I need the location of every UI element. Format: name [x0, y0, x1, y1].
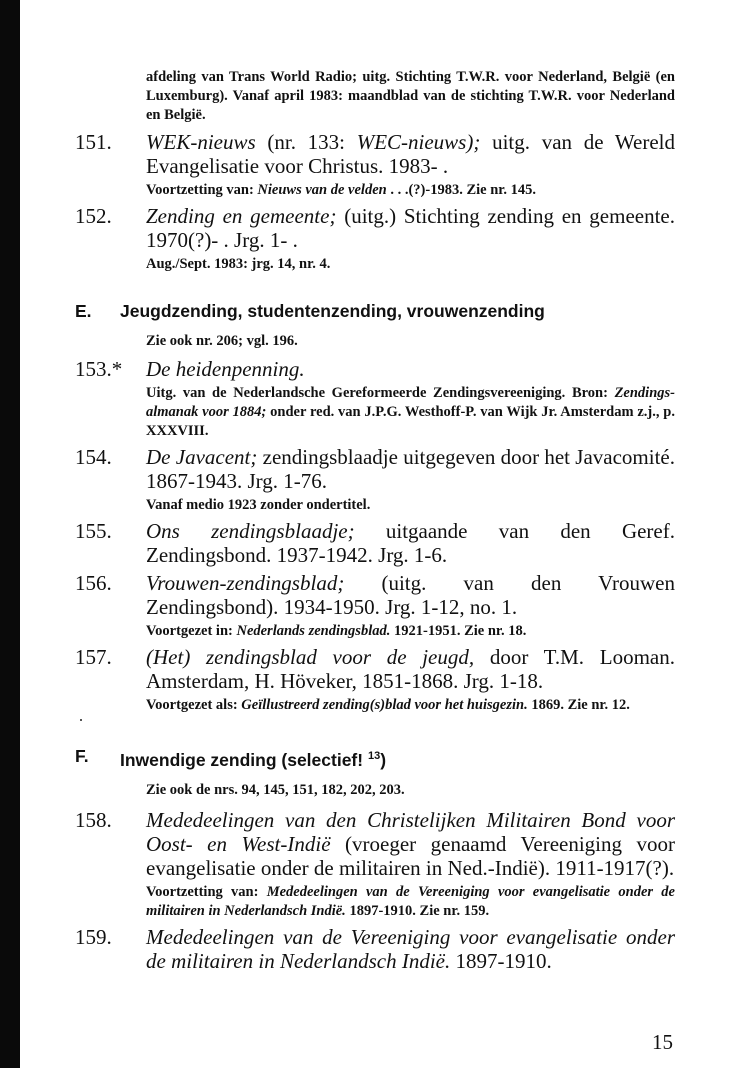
entry-title: Mededeelingen van den Christelijken Militairen Bond voor Oost- en West-Indië [146, 808, 675, 856]
entry-number: 157. [75, 645, 112, 669]
entry-title: Ons zendingsblaadje; [146, 519, 355, 543]
intro-paragraph: afdeling van Trans World Radio; uitg. Stichting T.W.R. voor Nederland, België (en Luxemburg). Vanaf april 1983: maandblad van de stichting T.W.R. voor Nederland en België. [146, 69, 675, 123]
section-title: Inwendige zending (selectief! [120, 750, 368, 770]
entry-title: (Het) zendingsblad voor de jeugd, [146, 645, 475, 669]
entry-note: Voortzetting van: Nieuws van de velden . . .(?)-1983. Zie nr. 145. [146, 182, 536, 198]
entry-text: Zending en gemeente; (uitg.) Stichting zending en gemeente. 1970(?)- . Jrg. 1- . [146, 204, 675, 252]
entry-title: Vrouwen-zendingsblad; [146, 571, 345, 595]
see-also: Zie ook de nrs. 94, 145, 151, 182, 202, 203. [146, 782, 405, 798]
footnote-marker: 13 [367, 750, 381, 762]
entry-note: Voortgezet als: Geïllustreerd zending(s)blad voor het huisgezin. 1869. Zie nr. 12. [146, 697, 630, 713]
entry-number: 153.* [75, 357, 123, 381]
entry-title: Zending en gemeente; [146, 204, 337, 228]
entry-text: Mededeelingen van den Christelijken Militairen Bond voor Oost- en West-Indië (vroeger genaamd Vereeniging voor evangelisatie onder de militairen in Ned.-Indië). 1911-1917(?). [146, 808, 675, 880]
see-also: Zie ook nr. 206; vgl. 196. [146, 333, 298, 349]
entry-number: 159. [75, 925, 112, 949]
entry-159 [75, 925, 675, 973]
entry-title: De Javacent; [146, 445, 258, 469]
entry-number: 156. [75, 571, 112, 595]
entry-number: 158. [75, 808, 112, 832]
scan-speck [80, 719, 82, 721]
entry-155 [75, 519, 675, 567]
section-title: Jeugdzending, studentenzending, vrouwenzending [120, 301, 545, 321]
entry-note: Aug./Sept. 1983: jrg. 14, nr. 4. [146, 256, 331, 272]
section-heading-f: F. Inwendige zending (selectief! $^{13}$) [75, 746, 387, 770]
entry-title: WEK-nieuws [146, 130, 256, 154]
entry-text: De Javacent; zendingsblaadje uitgegeven door het Javacomité. 1867-1943. Jrg. 1-76. [146, 445, 675, 493]
entry-note: Vanaf medio 1923 zonder ondertitel. [146, 497, 371, 513]
entry-number: 155. [75, 519, 112, 543]
entry-text: Vrouwen-zendingsblad; (uitg. van den Vrouwen Zendingsbond). 1934-1950. Jrg. 1-12, no. 1. [146, 571, 675, 619]
entry-title: De heidenpenning. [146, 357, 305, 381]
entry-151 [75, 130, 675, 178]
section-heading-e [75, 300, 675, 322]
entry-157 [75, 645, 675, 693]
entry-153 [75, 357, 675, 381]
section-letter: F. [75, 746, 89, 766]
entry-text [146, 357, 675, 381]
page-content [75, 68, 675, 973]
entry-number: 154. [75, 445, 112, 469]
section-letter: E. [75, 301, 92, 321]
entry-text: (Het) zendingsblad voor de jeugd, door T.M. Looman. Amsterdam, H. Höveker, 1851-1868. Jrg. 1-18. [146, 645, 675, 693]
page-number: 15 [652, 1030, 673, 1054]
entry-text: Mededeelingen van de Vereeniging voor evangelisatie onder de militairen in Nederlandsch Indië. 1897-1910. [146, 925, 675, 973]
entry-note: Voortzetting van: Mededeelingen van de Vereeniging voor evangelisatie onder de militairen in Nederlandsch Indië. 1897-1910. Zie nr. 159. [146, 884, 675, 919]
entry-text: Ons zendingsblaadje; uitgaande van den Geref. Zendingsbond. 1937-1942. Jrg. 1-6. [146, 519, 675, 567]
entry-note: Uitg. van de Nederlandsche Gereformeerde Zendingsvereeniging. Bron: Zendings-almanak voor 1884; onder red. van J.P.G. Westhoff-P. van Wijk Jr. Amsterdam z.j., p. XXXVIII. [146, 385, 675, 439]
entry-158 [75, 808, 675, 880]
entry-note: Voortgezet in: Nederlands zendingsblad. 1921-1951. Zie nr. 18. [146, 623, 527, 639]
entry-text: WEK-nieuws (nr. 133: WEC-nieuws); uitg. van de Wereld Evangelisatie voor Christus. 1983- . [146, 130, 675, 178]
entry-152 [75, 204, 675, 252]
scan-edge [0, 0, 20, 1068]
entry-title: Mededeelingen van de Vereeniging voor evangelisatie onder de militairen in Nederlandsch Indië. [146, 925, 675, 973]
entry-156 [75, 571, 675, 619]
entry-154 [75, 445, 675, 493]
entry-number: 152. [75, 204, 112, 228]
entry-number: 151. [75, 130, 112, 154]
